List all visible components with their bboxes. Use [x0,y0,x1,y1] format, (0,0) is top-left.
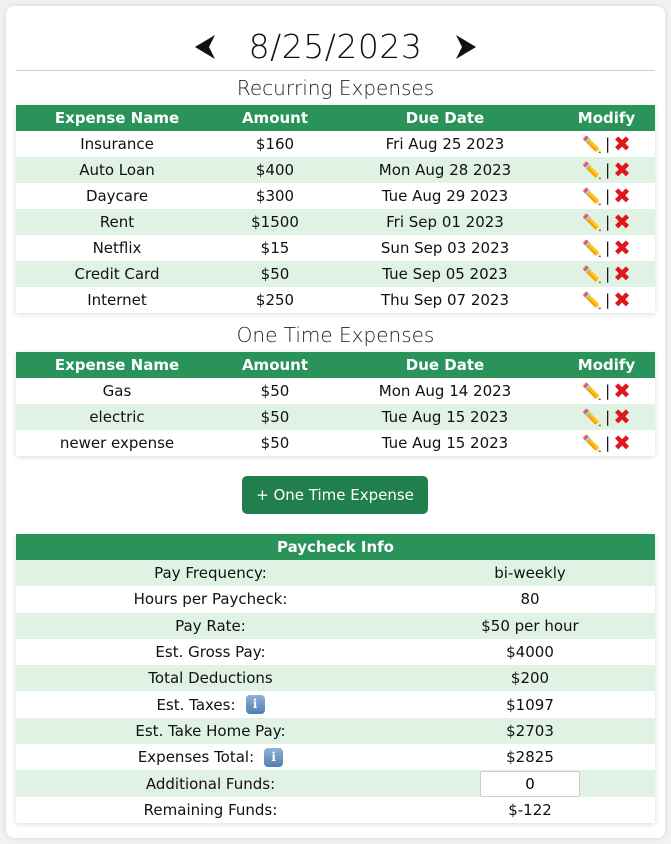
col-modify: Modify [577,356,636,374]
hours-row [16,586,655,612]
hours-label: Hours per Paycheck: [133,590,288,609]
gross-pay-label: Est. Gross Pay: [155,643,266,662]
additional-funds-input[interactable] [480,771,580,797]
expense-due-date: Tue Aug 15 2023 [381,408,509,426]
expense-name: Credit Card [74,265,160,283]
col-amount: Amount [241,356,309,374]
modify-cell [558,238,655,258]
col-amount: Amount [241,109,309,127]
table-row [16,261,655,287]
edit-pencil-icon[interactable]: ✏️ [582,407,603,427]
budget-card [6,6,665,838]
pay-rate-value: $50 per hour [481,616,579,635]
add-one-time-expense-button[interactable]: + One Time Expense [242,476,428,514]
delete-x-icon[interactable]: ✖ [613,288,631,312]
modify-cell [558,407,655,427]
table-row [16,209,655,235]
delete-x-icon[interactable]: ✖ [613,210,631,234]
additional-funds-label: Additional Funds: [145,774,276,793]
separator: | [605,265,611,283]
expense-amount: $50 [260,382,290,400]
table-row [16,404,655,430]
edit-pencil-icon[interactable]: ✏️ [582,433,603,453]
one-time-expenses-title: One Time Expenses [236,323,435,347]
info-icon[interactable]: i [246,695,265,714]
delete-x-icon[interactable]: ✖ [613,431,631,455]
additional-funds-row [16,770,655,796]
expense-due-date: Mon Aug 14 2023 [378,382,512,400]
taxes-value: $1097 [506,695,554,714]
table-row [16,378,655,404]
table-header [16,352,655,378]
next-date-button[interactable] [454,34,478,60]
modify-cell [558,186,655,206]
expense-due-date: Tue Sep 05 2023 [382,265,508,283]
expenses-total-row [16,744,655,770]
remaining-funds-value: $-122 [508,800,552,819]
remaining-funds-row [16,797,655,823]
current-date: 8/25/2023 [248,27,423,66]
edit-pencil-icon[interactable]: ✏️ [582,160,603,180]
expense-name: Internet [87,291,147,309]
take-home-value: $2703 [506,721,554,740]
expense-amount: $400 [255,161,295,179]
pay-frequency-label: Pay Frequency: [154,564,267,583]
expense-name: Insurance [80,135,154,153]
pay-rate-label: Pay Rate: [175,616,246,635]
table-row [16,183,655,209]
separator: | [605,213,611,231]
expense-name: Auto Loan [79,161,155,179]
take-home-row [16,718,655,744]
delete-x-icon[interactable]: ✖ [613,236,631,260]
info-icon[interactable]: i [264,748,283,767]
table-row [16,287,655,313]
delete-x-icon[interactable]: ✖ [613,262,631,286]
delete-x-icon[interactable]: ✖ [613,132,631,156]
hours-value: 80 [520,590,540,609]
gross-pay-row [16,639,655,665]
edit-pencil-icon[interactable]: ✏️ [582,290,603,310]
pay-rate-row [16,613,655,639]
expense-amount: $15 [260,239,290,257]
expense-due-date: Thu Sep 07 2023 [380,291,509,309]
pay-frequency-value: bi-weekly [494,564,566,583]
expense-due-date: Sun Sep 03 2023 [380,239,510,257]
date-navigator [6,24,665,70]
table-row [16,430,655,456]
caret-right-icon [454,34,478,60]
expense-amount: $50 [260,434,290,452]
expense-name: Gas [102,382,132,400]
col-modify: Modify [577,109,636,127]
paycheck-info-title: Paycheck Info [16,534,655,560]
additional-funds-cell [405,771,655,797]
header-divider [16,70,655,71]
separator: | [605,135,611,153]
taxes-label: Est. Taxes: [156,695,236,714]
modify-cell [558,134,655,154]
col-expense-name: Expense Name [54,356,180,374]
gross-pay-value: $4000 [506,643,554,662]
expense-due-date: Fri Sep 01 2023 [386,213,504,231]
expense-due-date: Mon Aug 28 2023 [378,161,512,179]
table-header [16,105,655,131]
deductions-label: Total Deductions [148,669,273,688]
modify-cell [558,381,655,401]
expenses-total-label: Expenses Total: [137,748,255,767]
delete-x-icon[interactable]: ✖ [613,184,631,208]
paycheck-info-table [16,534,655,823]
taxes-label-cell [16,695,405,714]
expense-name: Rent [99,213,135,231]
recurring-expenses-title: Recurring Expenses [236,76,435,100]
separator: | [605,434,611,452]
modify-cell [558,264,655,284]
expense-amount: $250 [255,291,295,309]
separator: | [605,291,611,309]
delete-x-icon[interactable]: ✖ [613,158,631,182]
col-expense-name: Expense Name [54,109,180,127]
expenses-total-value: $2825 [506,748,554,767]
one-time-expenses-table [16,352,655,456]
remaining-funds-label: Remaining Funds: [143,800,278,819]
expense-name: electric [89,408,145,426]
separator: | [605,382,611,400]
expense-name: newer expense [59,434,175,452]
modify-cell [558,433,655,453]
pay-frequency-row [16,560,655,586]
separator: | [605,161,611,179]
table-row [16,157,655,183]
prev-date-button[interactable] [193,34,217,60]
modify-cell [558,212,655,232]
delete-x-icon[interactable]: ✖ [613,405,631,429]
edit-pencil-icon[interactable]: ✏️ [582,186,603,206]
expense-amount: $1500 [251,213,299,231]
deductions-value: $200 [510,669,550,688]
taxes-row [16,691,655,717]
deductions-row [16,665,655,691]
caret-left-icon [193,34,217,60]
separator: | [605,187,611,205]
expense-due-date: Tue Aug 15 2023 [381,434,509,452]
expense-due-date: Tue Aug 29 2023 [381,187,509,205]
edit-pencil-icon[interactable]: ✏️ [582,264,603,284]
expense-name: Daycare [85,187,149,205]
expense-due-date: Fri Aug 25 2023 [385,135,505,153]
col-due-date: Due Date [405,109,485,127]
expense-amount: $50 [260,265,290,283]
edit-pencil-icon[interactable]: ✏️ [582,212,603,232]
col-due-date: Due Date [405,356,485,374]
take-home-label: Est. Take Home Pay: [135,721,286,740]
separator: | [605,239,611,257]
recurring-expenses-table [16,105,655,313]
expense-name: Netflix [92,239,142,257]
modify-cell [558,290,655,310]
expense-amount: $50 [260,408,290,426]
expense-amount: $160 [255,135,295,153]
delete-x-icon[interactable]: ✖ [613,379,631,403]
table-row [16,235,655,261]
edit-pencil-icon[interactable]: ✏️ [582,381,603,401]
edit-pencil-icon[interactable]: ✏️ [582,134,603,154]
expenses-total-label-cell [16,748,405,767]
modify-cell [558,160,655,180]
separator: | [605,408,611,426]
table-row [16,131,655,157]
edit-pencil-icon[interactable]: ✏️ [582,238,603,258]
expense-amount: $300 [255,187,295,205]
